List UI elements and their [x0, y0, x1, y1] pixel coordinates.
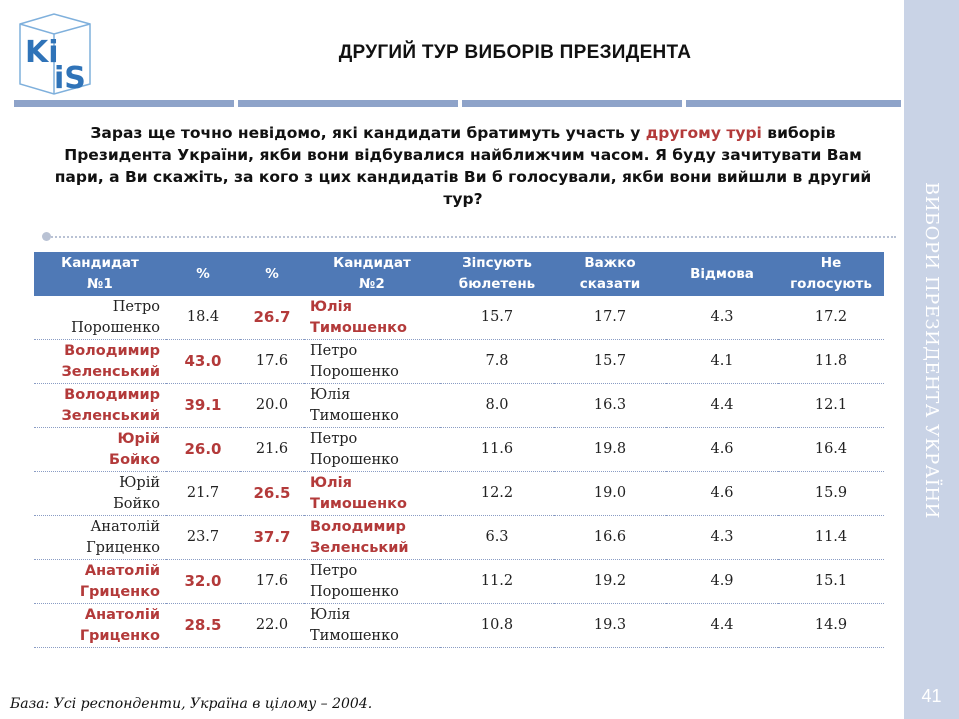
not-voting-cell: 14.9 — [778, 604, 884, 648]
not-voting-cell: 16.4 — [778, 428, 884, 472]
kiis-logo — [14, 10, 96, 98]
refusal-cell: 4.6 — [666, 472, 778, 516]
candidate-1-cell: Анатолій Гриценко — [34, 604, 166, 648]
hard-to-say-cell: 16.3 — [554, 384, 666, 428]
not-voting-cell: 11.8 — [778, 340, 884, 384]
pct-2-cell: 37.7 — [240, 516, 304, 560]
spoil-ballot-cell: 11.6 — [440, 428, 554, 472]
header-candidate-1: Кандидат №1 — [34, 252, 166, 296]
pct-2-cell: 26.7 — [240, 296, 304, 340]
header-hard-to-say: Важко сказати — [554, 252, 666, 296]
page-title: ДРУГИЙ ТУР ВИБОРІВ ПРЕЗИДЕНТА — [338, 42, 692, 63]
hard-to-say-cell: 19.0 — [554, 472, 666, 516]
header-spoil-ballot: Зіпсують бюлетень — [440, 252, 554, 296]
refusal-cell: 4.3 — [666, 516, 778, 560]
hard-to-say-cell: 19.2 — [554, 560, 666, 604]
table-row — [34, 340, 884, 384]
spoil-ballot-cell: 10.8 — [440, 604, 554, 648]
svg-text:Ki: Ki — [25, 35, 59, 70]
not-voting-cell: 12.1 — [778, 384, 884, 428]
question-highlight: другому турі — [645, 124, 762, 142]
header-candidate-2: Кандидат №2 — [304, 252, 440, 296]
header-pct-2: % — [240, 252, 304, 296]
header-pct-1: % — [166, 252, 240, 296]
table-row — [34, 472, 884, 516]
pct-1-cell: 21.7 — [166, 472, 240, 516]
spoil-ballot-cell: 11.2 — [440, 560, 554, 604]
pct-1-cell: 26.0 — [166, 428, 240, 472]
refusal-cell: 4.4 — [666, 384, 778, 428]
refusal-cell: 4.3 — [666, 296, 778, 340]
spoil-ballot-cell: 7.8 — [440, 340, 554, 384]
svg-text:iS: iS — [54, 61, 86, 96]
table-header-row — [34, 252, 884, 296]
pct-1-cell: 23.7 — [166, 516, 240, 560]
results-table — [34, 252, 884, 648]
header-not-voting: Не голосують — [778, 252, 884, 296]
candidate-2-cell: Юлія Тимошенко — [304, 384, 440, 428]
candidate-1-cell: Володимир Зеленський — [34, 384, 166, 428]
pct-1-cell: 39.1 — [166, 384, 240, 428]
hard-to-say-cell: 17.7 — [554, 296, 666, 340]
candidate-1-cell: Анатолій Гриценко — [34, 560, 166, 604]
hard-to-say-cell: 15.7 — [554, 340, 666, 384]
spoil-ballot-cell: 12.2 — [440, 472, 554, 516]
candidate-1-cell: Володимир Зеленський — [34, 340, 166, 384]
title-underline — [14, 100, 901, 108]
not-voting-cell: 11.4 — [778, 516, 884, 560]
refusal-cell: 4.9 — [666, 560, 778, 604]
pct-2-cell: 26.5 — [240, 472, 304, 516]
not-voting-cell: 15.9 — [778, 472, 884, 516]
not-voting-cell: 15.1 — [778, 560, 884, 604]
page-number: 41 — [921, 686, 942, 706]
pct-2-cell: 20.0 — [240, 384, 304, 428]
table-row — [34, 560, 884, 604]
not-voting-cell: 17.2 — [778, 296, 884, 340]
candidate-2-cell: Петро Порошенко — [304, 340, 440, 384]
sidebar-label: ВИБОРИ ПРЕЗИДЕНТА УКРАЇНИ — [921, 181, 942, 519]
hard-to-say-cell: 19.3 — [554, 604, 666, 648]
candidate-2-cell: Юлія Тимошенко — [304, 604, 440, 648]
spoil-ballot-cell: 8.0 — [440, 384, 554, 428]
candidate-2-cell: Юлія Тимошенко — [304, 472, 440, 516]
pct-1-cell: 28.5 — [166, 604, 240, 648]
candidate-2-cell: Володимир Зеленський — [304, 516, 440, 560]
candidate-1-cell: Юрій Бойко — [34, 472, 166, 516]
candidate-2-cell: Петро Порошенко — [304, 560, 440, 604]
pct-2-cell: 17.6 — [240, 560, 304, 604]
dotted-divider — [44, 236, 896, 240]
spoil-ballot-cell: 15.7 — [440, 296, 554, 340]
header-refusal: Відмова — [666, 252, 778, 296]
table-row — [34, 296, 884, 340]
pct-1-cell: 32.0 — [166, 560, 240, 604]
table-row — [34, 384, 884, 428]
table-row — [34, 516, 884, 560]
hard-to-say-cell: 16.6 — [554, 516, 666, 560]
candidate-2-cell: Юлія Тимошенко — [304, 296, 440, 340]
hard-to-say-cell: 19.8 — [554, 428, 666, 472]
pct-1-cell: 18.4 — [166, 296, 240, 340]
candidate-1-cell: Петро Порошенко — [34, 296, 166, 340]
table-row — [34, 604, 884, 648]
candidate-1-cell: Юрій Бойко — [34, 428, 166, 472]
refusal-cell: 4.4 — [666, 604, 778, 648]
table-row — [34, 428, 884, 472]
survey-question: Зараз ще точно невідомо, які кандидати братимуть участь у другому турі виборів Президента України, якби вони відбувалися найближчим часом. Я буду зачитувати Вам пари, а Ви скажіть, за кого з цих кандидатів Ви б голосували, якби вони вийшли в другий тур? — [54, 124, 872, 208]
candidate-1-cell: Анатолій Гриценко — [34, 516, 166, 560]
spoil-ballot-cell: 6.3 — [440, 516, 554, 560]
refusal-cell: 4.6 — [666, 428, 778, 472]
pct-2-cell: 21.6 — [240, 428, 304, 472]
pct-2-cell: 22.0 — [240, 604, 304, 648]
footnote: База: Усі респонденти, Україна в цілому – 2004. — [10, 696, 373, 712]
pct-1-cell: 43.0 — [166, 340, 240, 384]
pct-2-cell: 17.6 — [240, 340, 304, 384]
candidate-2-cell: Петро Порошенко — [304, 428, 440, 472]
refusal-cell: 4.1 — [666, 340, 778, 384]
